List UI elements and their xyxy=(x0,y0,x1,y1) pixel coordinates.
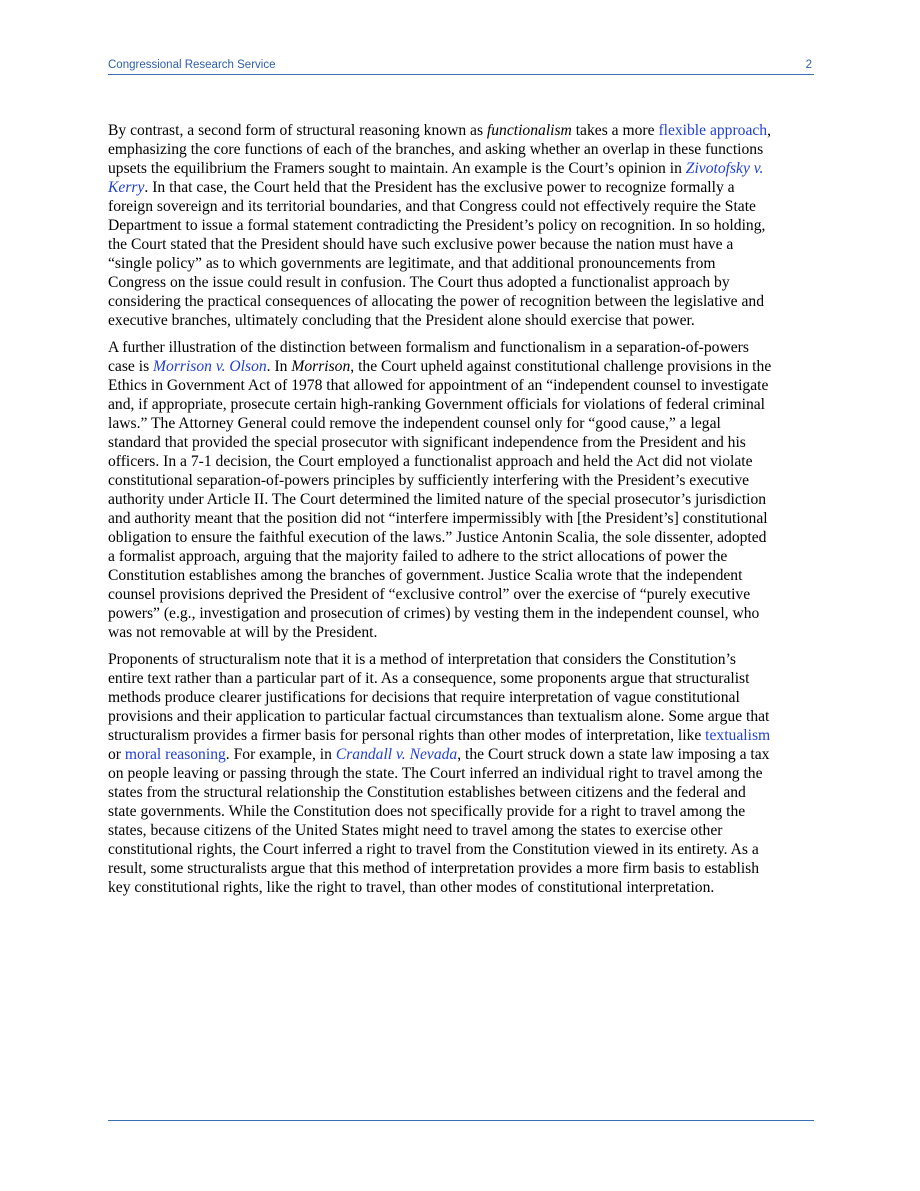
text-line: constitutional rights, the Court inferred a right to travel from the Constitution viewed in its entirety. As a xyxy=(108,841,759,858)
text-line: key constitutional rights, like the right to travel, than other modes of constitutional interpretation. xyxy=(108,879,715,896)
text-line: powers” (e.g., investigation and prosecution of crimes) by vesting them in the independent counsel, who xyxy=(108,605,760,622)
text-line: Department to issue a formal statement contradicting the President’s policy on recognition. In so holding, xyxy=(108,217,766,234)
link-morrison-v-olson[interactable]: Morrison v. Olson xyxy=(153,358,267,375)
text-line: obligation to ensure the faithful execution of the laws.” Justice Antonin Scalia, the sole dissenter, adopted xyxy=(108,529,767,546)
text-line: or moral reasoning. For example, in Crandall v. Nevada, the Court struck down a state law imposing a tax xyxy=(108,746,770,763)
text-line: laws.” The Attorney General could remove the independent counsel only for “good cause,” a legal xyxy=(108,415,721,432)
emphasis-case-name: Morrison xyxy=(291,358,351,375)
text-line: Ethics in Government Act of 1978 that allowed for appointment of an “independent counsel to investigate xyxy=(108,377,769,394)
text-line: a formalist approach, arguing that the majority failed to adhere to the strict allocations of power the xyxy=(108,548,728,565)
link-zivotofsky-v-kerry-cont[interactable]: Kerry xyxy=(108,179,145,196)
emphasis-term: functionalism xyxy=(486,122,572,139)
text-line: and authority meant that the position did not “interfere impermissibly with [the President’s] constitutional xyxy=(108,510,768,527)
paragraph-morrison xyxy=(108,338,814,642)
text-line: states from the structural relationship the Constitution establishes between citizens and the federal and xyxy=(108,784,746,801)
text-line: By contrast, a second form of structural reasoning known as functionalism takes a more flexible approach, xyxy=(108,122,772,139)
text-line: Kerry. In that case, the Court held that the President has the exclusive power to recognize formally a xyxy=(108,179,735,196)
text-line: and, if appropriate, prosecute certain high-ranking Government officials for violations of federal criminal xyxy=(108,396,766,413)
text-line: the Court stated that the President should have such exclusive power because the nation must have a xyxy=(108,236,734,253)
text-line: constitutional separation-of-powers principles by sufficiently interfering with the President’s executive xyxy=(108,472,750,489)
text-line: considering the practical consequences of allocating the power of recognition between the legislative and xyxy=(108,293,764,310)
text-line: structuralism provides a firmer basis for personal rights than other modes of interpretation, like textualism xyxy=(108,727,771,744)
paragraph-functionalism xyxy=(108,121,814,330)
text-line: states, because citizens of the United States might need to travel among the states to exercise other xyxy=(108,822,723,839)
text-line: case is Morrison v. Olson. In Morrison, the Court upheld against constitutional challenge provisions in the xyxy=(108,358,772,375)
page-header xyxy=(108,58,814,75)
text-line: was not removable at will by the President. xyxy=(108,624,378,641)
text-line: entire text rather than a particular part of it. As a consequence, some proponents argue that structuralist xyxy=(108,670,750,687)
link-zivotofsky-v-kerry[interactable]: Zivotofsky v. xyxy=(685,160,764,177)
text-line: methods produce clearer justifications for decisions that require interpretation of vague constitutional xyxy=(108,689,740,706)
text-line: upsets the equilibrium the Framers sought to maintain. An example is the Court’s opinion in Zivotofsky v. xyxy=(108,160,764,177)
text-line: standard that provided the special prosecutor with significant independence from the President and his xyxy=(108,434,746,451)
text-line: executive branches, ultimately concluding that the President alone should exercise that power. xyxy=(108,312,695,329)
text-line: A further illustration of the distinction between formalism and functionalism in a separation-of-powers xyxy=(108,339,749,356)
text-line: Constitution establishes among the branches of government. Justice Scalia wrote that the independent xyxy=(108,567,743,584)
page-number: 2 xyxy=(805,59,812,71)
text-line: state governments. While the Constitution does not specifically provide for a right to travel among the xyxy=(108,803,746,820)
text-line: counsel provisions deprived the President of “exclusive control” over the exercise of “purely executive xyxy=(108,586,751,603)
link-flexible-approach[interactable]: flexible approach xyxy=(658,122,768,139)
text-line: emphasizing the core functions of each of the branches, and asking whether an overlap in these functions xyxy=(108,141,764,158)
text-line: authority under Article II. The Court determined the limited nature of the special prosecutor’s jurisdiction xyxy=(108,491,767,508)
text-line: foreign sovereign and its territorial boundaries, and that Congress could not effectively require the State xyxy=(108,198,756,215)
text-line: officers. In a 7-1 decision, the Court employed a functionalist approach and held the Act did not violate xyxy=(108,453,753,470)
link-crandall-v-nevada[interactable]: Crandall v. Nevada xyxy=(335,746,458,763)
link-moral-reasoning[interactable]: moral reasoning xyxy=(124,746,226,763)
text-line: provisions and their application to particular factual circumstances than textualism alone. Some argue that xyxy=(108,708,770,725)
text-line: result, some structuralists argue that this method of interpretation provides a more firm basis to establish xyxy=(108,860,760,877)
text-line: on people leaving or passing through the state. The Court inferred an individual right to travel among the xyxy=(108,765,763,782)
footer-divider xyxy=(108,1120,814,1121)
text-line: Congress on the issue could result in confusion. The Court thus adopted a functionalist approach by xyxy=(108,274,730,291)
text-line: Proponents of structuralism note that it is a method of interpretation that considers the Constitution’s xyxy=(108,651,736,668)
document-body xyxy=(108,121,814,905)
link-textualism[interactable]: textualism xyxy=(705,727,771,744)
paragraph-structuralism xyxy=(108,650,814,897)
text-line: “single policy” as to which governments are legitimate, and that additional pronouncements from xyxy=(108,255,716,272)
header-organization: Congressional Research Service xyxy=(108,59,276,71)
